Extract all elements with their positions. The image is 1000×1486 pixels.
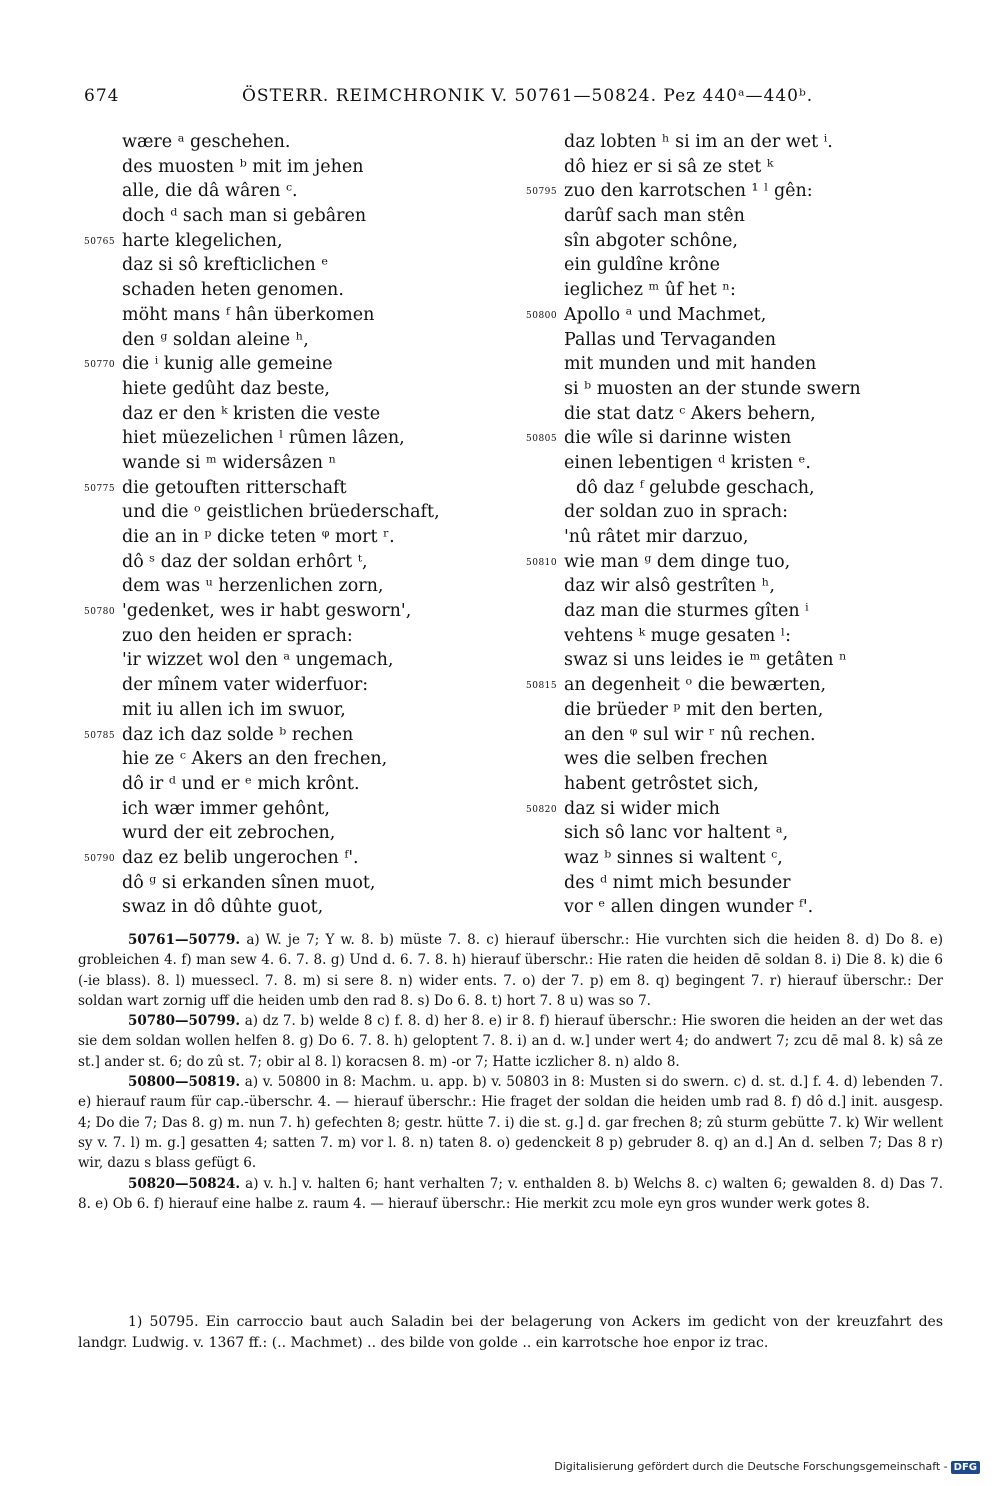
- verse-text: ich wær immer gehônt,: [122, 798, 330, 819]
- verse-line: [84, 648, 514, 673]
- apparatus-text: a) W. je 7; Y w. 8. b) müste 7. 8. c) hierauf überschr.: Hie vurchten sich die heiden 8. d) Do 8. e) grobleichen 4. f) man sew 4. 6. 7. 8. g) Und d. 6. 7. 8. h) hierauf überschr.: Hie raten die heiden dē soldan 8. i) Die 8. k) die 6 (-ie blass). 8. l) muessecl. 7. 8. m) si sere 8. n) wider ents. 7. o) der 7. p) em 8. q) begingent 7. r) hierauf überschr.: Der soldan wart zornig uff die heiden umb den rad 8. s) Do 6. 8. t) hort 7. 8 u) was so 7.: [78, 932, 943, 1009]
- verse-text: hie ze ᶜ Akers an den frechen,: [122, 749, 388, 770]
- verse-line: [526, 772, 926, 797]
- verse-number: 50800: [526, 310, 558, 321]
- verse-line: [84, 698, 514, 723]
- verse-number: 50810: [526, 557, 558, 568]
- verse-line: [526, 130, 926, 155]
- apparatus-range: 50761—50779.: [128, 932, 241, 948]
- verse-line: [84, 426, 514, 451]
- verse-line: [84, 599, 514, 624]
- verse-text: sîn abgoter schône,: [564, 230, 738, 251]
- verse-text: und die ᵒ geistlichen brüederschaft,: [122, 502, 440, 523]
- verse-text: dem was ᵘ herzenlichen zorn,: [122, 576, 384, 597]
- verse-line: [84, 846, 514, 871]
- verse-number: 50815: [526, 681, 558, 692]
- verse-line: [84, 895, 514, 920]
- verse-text: daz si wider mich: [564, 798, 720, 819]
- verse-line: [84, 303, 514, 328]
- verse-line: [526, 278, 926, 303]
- verse-line: [526, 648, 926, 673]
- verse-text: daz lobten ʰ si im an der wet ⁱ.: [564, 132, 833, 152]
- verse-text: daz si sô krefticlichen ᵉ: [122, 255, 329, 276]
- page-header: [84, 86, 860, 114]
- apparatus-block: [78, 930, 943, 1011]
- verse-text: ieglichez ᵐ ûf het ⁿ:: [564, 280, 736, 301]
- apparatus-range: 50820—50824.: [128, 1175, 241, 1192]
- verse-line: [84, 797, 514, 822]
- verse-line: [84, 500, 514, 525]
- verse-number: 50820: [526, 804, 558, 815]
- verse-line: [526, 179, 926, 204]
- page-number: 674: [84, 86, 120, 106]
- verse-line: [84, 204, 514, 229]
- verse-line: [526, 821, 926, 846]
- verse-text: doch ᵈ sach man si gebâren: [122, 206, 367, 227]
- apparatus-block: [78, 1011, 943, 1072]
- verse-line: [526, 698, 926, 723]
- verse-line: [84, 155, 514, 180]
- verse-line: [84, 328, 514, 353]
- verse-text: den ᵍ soldan aleine ʰ,: [122, 329, 309, 350]
- verse-text: an degenheit ᵒ die bewærten,: [564, 675, 827, 696]
- verse-line: [526, 253, 926, 278]
- verse-text: ein guldîne krône: [564, 255, 720, 276]
- verse-line: [526, 747, 926, 772]
- right-verse-column: [526, 130, 926, 920]
- verse-text: waz ᵇ sinnes si waltent ᶜ,: [564, 847, 783, 868]
- verse-text: dô ˢ daz der soldan erhôrt ᵗ,: [122, 551, 368, 572]
- verse-line: [84, 352, 514, 377]
- verse-line: [526, 624, 926, 649]
- verse-line: [526, 476, 926, 501]
- verse-line: [84, 179, 514, 204]
- verse-text: 'ir wizzet wol den ᵃ ungemach,: [122, 650, 394, 671]
- dfg-credit: [554, 1460, 980, 1474]
- verse-text: die an in ᵖ dicke teten ᵠ mort ʳ.: [122, 527, 395, 547]
- verse-line: [526, 723, 926, 748]
- verse-text: hiete gedûht daz beste,: [122, 378, 330, 399]
- verse-text: daz ez belib ungerochen ᶠ'.: [122, 847, 359, 868]
- verse-line: [84, 723, 514, 748]
- critical-apparatus: [78, 930, 943, 1214]
- verse-number: 50795: [526, 187, 558, 198]
- verse-text: einen lebentigen ᵈ kristen ᵉ.: [564, 452, 811, 473]
- verse-text: die brüeder ᵖ mit den berten,: [564, 699, 824, 720]
- verse-line: [84, 624, 514, 649]
- verse-line: [526, 574, 926, 599]
- verse-number: 50770: [84, 360, 116, 371]
- verse-line: [526, 451, 926, 476]
- apparatus-text: a) v. h.] v. halten 6; hant verhalten 7; v. enthalden 8. b) Welchs 8. c) walten 6; gewalden 8. d) Das 7. 8. e) Ob 6. f) hierauf eine halbe z. raum 4. — hierauf überschr.: Hie merkit zcu mole eyn gros wunder werk gotes 8.: [78, 1175, 943, 1212]
- verse-text: wes die selben frechen: [564, 749, 768, 770]
- verse-text: dô daz ᶠ gelubde geschach,: [576, 477, 815, 498]
- verse-line: [84, 130, 514, 155]
- verse-text: des ᵈ nimt mich besunder: [564, 872, 791, 893]
- verse-line: [526, 377, 926, 402]
- verse-line: [526, 895, 926, 920]
- verse-line: [526, 155, 926, 180]
- verse-line: [84, 253, 514, 278]
- footnote: [78, 1312, 943, 1354]
- verse-text: harte klegelichen,: [122, 230, 283, 251]
- verse-text: schaden heten genomen.: [122, 280, 344, 301]
- verse-line: [526, 599, 926, 624]
- credit-text: Digitalisierung gefördert durch die Deutsche Forschungsgemeinschaft -: [554, 1460, 948, 1473]
- verse-text: vor ᵉ allen dingen wunder ᶠ'.: [564, 897, 814, 918]
- verse-line: [526, 846, 926, 871]
- verse-text: die ⁱ kunig alle gemeine: [122, 354, 333, 375]
- verse-line: [84, 278, 514, 303]
- apparatus-text: a) dz 7. b) welde 8 c) f. 8. d) her 8. e) ir 8. f) hierauf überschr.: Hie sworen die heiden an der wet das sie dem soldan wollen helfen 8. g) Do 6. 7. 8. h) geloptent 7. 8. i) an d. w.] under wert 4; do andwert 7; zcu dē mal 8. k) sâ ze st.] ander st. 6; do zû st. 7; obir al 8. l) koracsen 8. m) -or 7; Hatte iczlicher 8. n) aldo 8.: [78, 1013, 943, 1070]
- verse-text: alle, die dâ wâren ᶜ.: [122, 181, 298, 202]
- verse-line: [84, 550, 514, 575]
- verse-text: die getouften ritterschaft: [122, 477, 347, 498]
- verse-text: daz er den ᵏ kristen die veste: [122, 403, 381, 424]
- verse-line: [526, 426, 926, 451]
- verse-text: hiet müezelichen ˡ rûmen lâzen,: [122, 428, 405, 449]
- verse-number: 50790: [84, 853, 116, 864]
- verse-text: vehtens ᵏ muge gesaten ˡ:: [564, 625, 791, 646]
- verse-line: [84, 673, 514, 698]
- running-title: ÖSTERR. REIMCHRONIK V. 50761—50824. Pez 440ᵃ—440ᵇ.: [242, 86, 814, 106]
- left-verse-column: [84, 130, 514, 920]
- verse-number: 50805: [526, 434, 558, 445]
- verse-text: wære ᵃ geschehen.: [122, 132, 291, 152]
- verse-line: [526, 303, 926, 328]
- verse-line: [84, 476, 514, 501]
- verse-text: dô hiez er si sâ ze stet ᵏ: [564, 156, 774, 177]
- verse-text: mit munden und mit handen: [564, 354, 817, 375]
- apparatus-block: [78, 1174, 943, 1215]
- verse-line: [84, 821, 514, 846]
- verse-text: wande si ᵐ widersâzen ⁿ: [122, 452, 337, 473]
- verse-text: daz wir alsô gestrîten ʰ,: [564, 576, 775, 597]
- verse-line: [526, 525, 926, 550]
- verse-line: [84, 377, 514, 402]
- verse-number: 50780: [84, 607, 116, 618]
- verse-text: 'gedenket, wes ir habt gesworn',: [122, 601, 412, 622]
- verse-text: mit iu allen ich im swuor,: [122, 699, 346, 720]
- verse-line: [84, 574, 514, 599]
- verse-text: die stat datz ᶜ Akers behern,: [564, 403, 816, 424]
- verse-line: [84, 772, 514, 797]
- verse-text: habent getrôstet sich,: [564, 773, 759, 794]
- verse-line: [526, 229, 926, 254]
- verse-number: 50785: [84, 730, 116, 741]
- verse-text: zuo den heiden er sprach:: [122, 625, 353, 646]
- verse-line: [84, 229, 514, 254]
- verse-text: zuo den karrotschen ¹ ˡ gên:: [564, 181, 813, 202]
- verse-line: [526, 797, 926, 822]
- verse-line: [526, 500, 926, 525]
- dfg-logo: DFG: [951, 1461, 980, 1474]
- verse-line: [526, 204, 926, 229]
- verse-text: Apollo ᵃ und Machmet,: [564, 304, 767, 325]
- verse-number: 50775: [84, 483, 116, 494]
- verse-text: die wîle si darinne wisten: [564, 428, 792, 449]
- apparatus-block: [78, 1072, 943, 1173]
- verse-text: der mînem vater widerfuor:: [122, 675, 369, 696]
- apparatus-range: 50800—50819.: [128, 1074, 241, 1091]
- verse-text: wurd der eit zebrochen,: [122, 823, 336, 844]
- verse-text: si ᵇ muosten an der stunde swern: [564, 378, 861, 399]
- verse-text: möht mans ᶠ hân überkomen: [122, 304, 375, 325]
- verse-line: [84, 451, 514, 476]
- verse-text: wie man ᵍ dem dinge tuo,: [564, 551, 791, 572]
- verse-line: [526, 352, 926, 377]
- verse-line: [526, 673, 926, 698]
- verse-text: swaz si uns leides ie ᵐ getâten ⁿ: [564, 650, 847, 671]
- verse-text: Pallas und Tervaganden: [564, 329, 776, 350]
- verse-line: [84, 747, 514, 772]
- verse-text: darûf sach man stên: [564, 206, 745, 227]
- footnote-text: 1) 50795. Ein carroccio baut auch Saladin bei der belagerung von Ackers im gedicht von der kreuzfahrt des landgr. Ludwig. v. 1367 ff.: (.. Machmet) .. des bilde von golde .. ein karrotsche hoe enpor iz trac.: [78, 1314, 943, 1351]
- verse-text: dô ᵍ si erkanden sînen muot,: [122, 872, 376, 893]
- verse-number: 50765: [84, 236, 116, 247]
- verse-text: an den ᵠ sul wir ʳ nû rechen.: [564, 724, 816, 745]
- verse-line: [84, 402, 514, 427]
- verse-text: sich sô lanc vor haltent ᵃ,: [564, 823, 789, 844]
- verse-line: [526, 328, 926, 353]
- verse-line: [84, 525, 514, 550]
- verse-text: swaz in dô dûhte guot,: [122, 897, 324, 918]
- verse-text: 'nû râtet mir darzuo,: [564, 527, 749, 547]
- verse-text: der soldan zuo in sprach:: [564, 502, 789, 523]
- apparatus-text: a) v. 50800 in 8: Machm. u. app. b) v. 50803 in 8: Musten si do swern. c) d. st. d.] f. 4. d) lebenden 7. e) hierauf raum für cap.-überschr. 4. — hierauf überschr.: Hie fraget der soldan die heiden umb rad 8. f) dô d.] init. ausgesp. 4; Do die 7; Das 8. g) m. nun 7. h) gefechten 8; gestr. hütte 7. i) die st. g.] d. gar frechen 8; zû sturm gebütte 7. k) Wir wellent sy v. 7. l) m. g.] gesatten 4; satten 7. m) vor l. 8. n) taten 8. o) gedenckeit 8 p) gebruder 8. q) an d.] An d. selben 7; Das 8 r) wir, dazu s blass gefügt 6.: [78, 1074, 943, 1172]
- verse-line: [526, 550, 926, 575]
- verse-text: dô ir ᵈ und er ᵉ mich krônt.: [122, 773, 360, 794]
- apparatus-range: 50780—50799.: [128, 1013, 241, 1030]
- verse-text: daz man die sturmes gîten ⁱ: [564, 601, 809, 622]
- verse-line: [84, 871, 514, 896]
- verse-line: [526, 871, 926, 896]
- verse-text: daz ich daz solde ᵇ rechen: [122, 724, 354, 745]
- verse-line: [526, 402, 926, 427]
- verse-text: des muosten ᵇ mit im jehen: [122, 156, 364, 177]
